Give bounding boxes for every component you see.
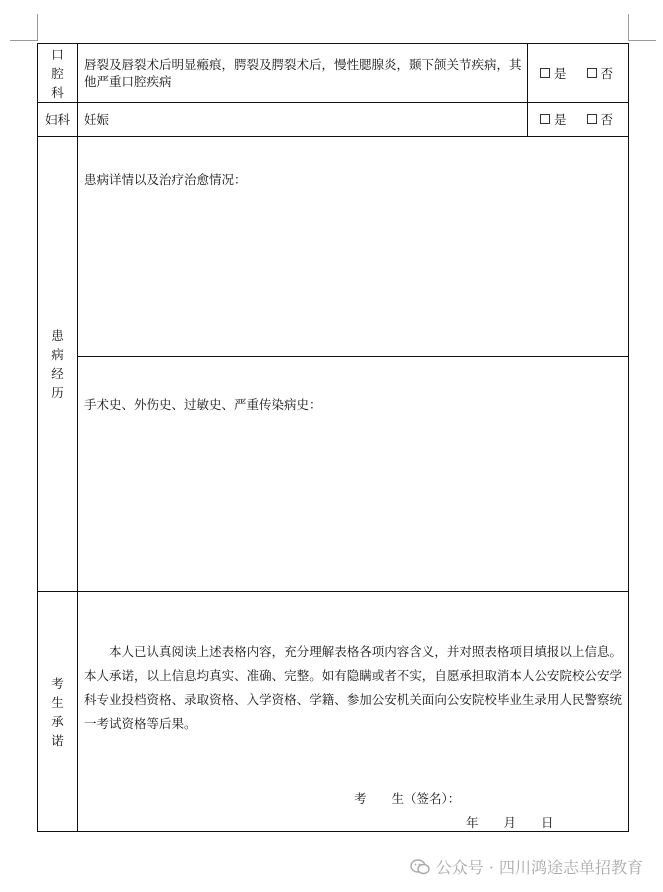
watermark — [410, 855, 643, 878]
gyn-no-label: 否 — [600, 112, 614, 127]
corner-mark-left-h — [10, 40, 38, 41]
history-char: 患 — [51, 328, 64, 343]
history-char: 病 — [51, 347, 64, 362]
dept-char: 科 — [51, 84, 64, 100]
pledge-char: 承 — [51, 713, 64, 729]
watermark-text: 公众号 · 四川鸿途志单招教育 — [435, 858, 643, 877]
dept-text: 妇科 — [44, 112, 70, 127]
history-other-field[interactable] — [78, 415, 628, 590]
corner-mark-right-v — [628, 14, 629, 41]
pledge-label — [38, 592, 77, 831]
wechat-icon — [410, 859, 430, 875]
history-details-label: 患病详情以及治疗治愈情况： — [84, 172, 247, 187]
pledge-text: 本人已认真阅读上述表格内容，充分理解表格各项内容含义，并对照表格项目填报以上信息。本人承诺，以上信息均真实、准确、完整。如有隐瞒或者不实，自愿承担取消本人公安院校公安学科专业投档资格、录取资格、入学资格、学籍、参加公安机关面向公安院校毕业生录用人民警察统一考试资格等后果。 — [84, 644, 622, 731]
history-char: 历 — [51, 385, 64, 400]
gyn-yes-label: 是 — [554, 112, 567, 127]
oral-yes-checkbox[interactable] — [540, 68, 550, 78]
gyn-no-checkbox[interactable] — [587, 114, 597, 124]
dept-char: 口 — [51, 46, 64, 62]
corner-mark-right-h — [628, 40, 656, 41]
signature-label: 考 生（签名）： — [354, 791, 461, 806]
history-label — [38, 137, 77, 591]
dept-label-oral — [38, 44, 77, 102]
dept-char: 腔 — [51, 65, 64, 81]
history-details-field[interactable] — [78, 190, 628, 355]
history-char: 经 — [51, 366, 64, 381]
oral-no-checkbox[interactable] — [587, 68, 597, 78]
pledge-char: 诺 — [51, 732, 64, 748]
pledge-char: 生 — [51, 694, 64, 710]
oral-no-label: 否 — [600, 66, 614, 81]
oral-choice — [540, 66, 613, 80]
oral-yes-label: 是 — [554, 66, 567, 81]
pledge-char: 考 — [51, 675, 64, 691]
oral-conditions: 唇裂及唇裂术后明显瘢痕，腭裂及腭裂术后，慢性腮腺炎，颞下颌关节疾病，其他严重口腔疾病 — [84, 57, 522, 89]
date-line: 年 月 日 — [466, 815, 554, 830]
dept-label-gyn — [38, 103, 77, 136]
gyn-yes-checkbox[interactable] — [540, 114, 550, 124]
gyn-conditions: 妊娠 — [84, 112, 110, 127]
history-other-label: 手术史、外伤史、过敏史、严重传染病史： — [84, 397, 322, 412]
gyn-choice — [540, 112, 613, 126]
corner-mark-left-v — [37, 14, 38, 41]
